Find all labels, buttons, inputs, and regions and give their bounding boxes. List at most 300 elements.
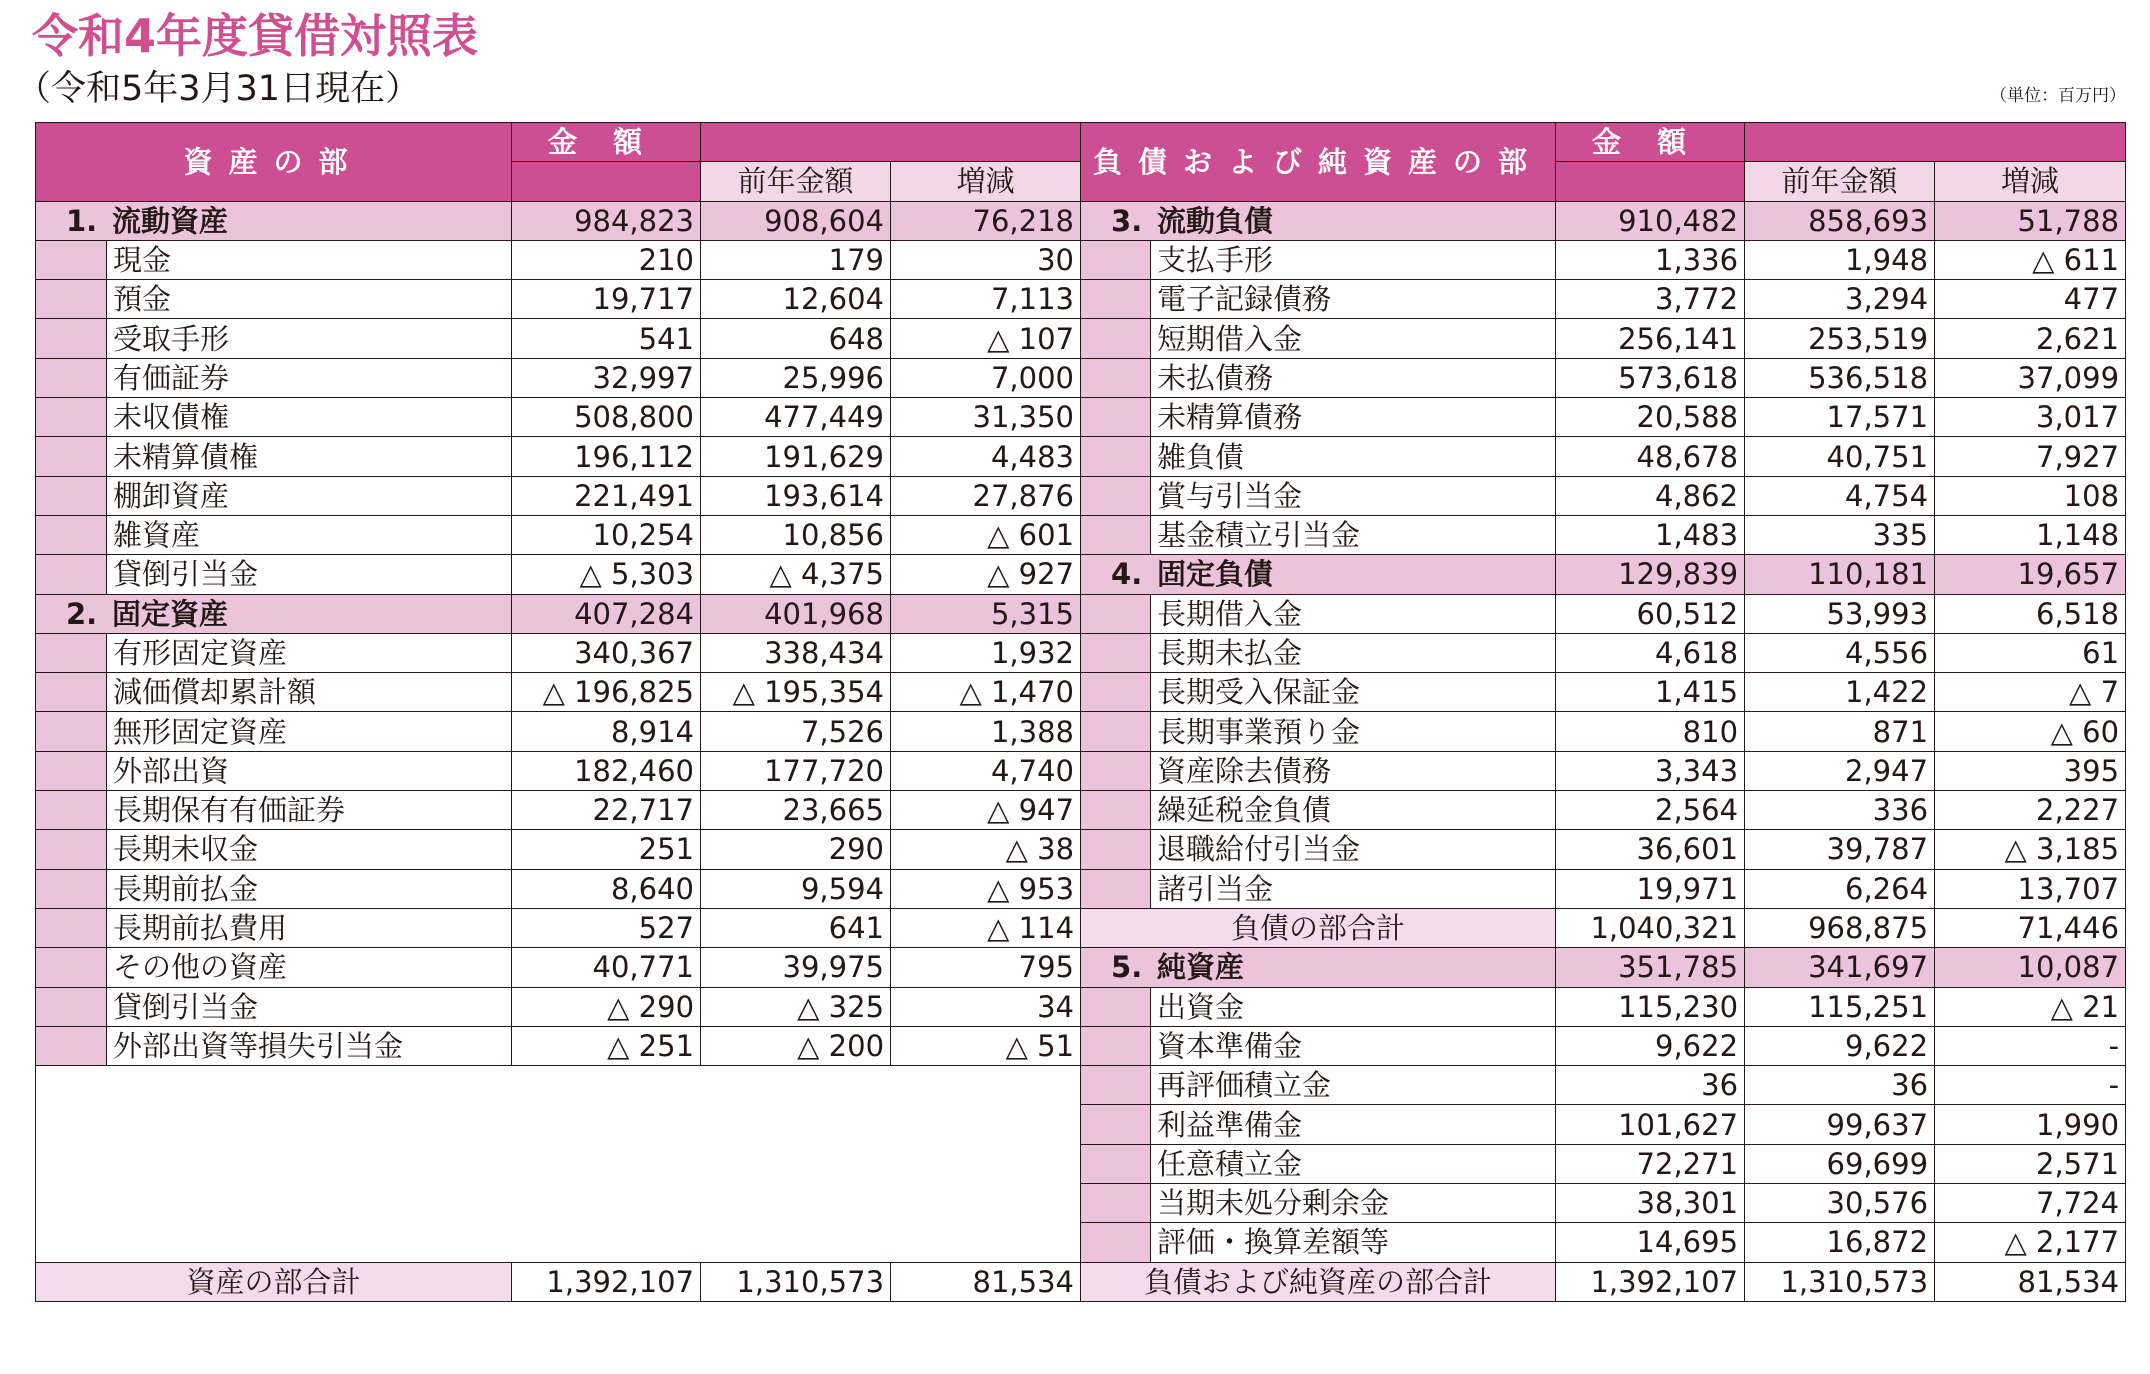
left-total-prev: 1,310,573 [701, 1262, 891, 1301]
left-item-amount: 340,367 [512, 633, 701, 672]
right-item-prev: 1,422 [1745, 673, 1935, 712]
left-item-diff: 1,932 [891, 633, 1081, 672]
right-item-prev: 9,622 [1745, 1026, 1935, 1065]
left-item-amount: 32,997 [512, 358, 701, 397]
left-item-prev: 179 [701, 240, 891, 279]
right-indent-strip [1081, 594, 1151, 633]
right-item-label: 当期未処分剰余金 [1151, 1184, 1556, 1223]
table-row [36, 1144, 2126, 1183]
right-section-diff: 10,087 [1935, 948, 2126, 987]
table-row [36, 712, 2126, 751]
right-indent-strip [1081, 1184, 1151, 1223]
table-row [36, 594, 2126, 633]
right-item-diff: △ 7 [1935, 673, 2126, 712]
right-section-label [1081, 201, 1556, 240]
left-item-label: 預金 [107, 280, 512, 319]
right-item-amount: 3,343 [1556, 751, 1745, 790]
totals-row [36, 1262, 2126, 1301]
left-item-diff: 27,876 [891, 476, 1081, 515]
right-item-diff: - [1935, 1066, 2126, 1105]
table-row [36, 948, 2126, 987]
right-indent-strip [1081, 280, 1151, 319]
right-item-amount: 101,627 [1556, 1105, 1745, 1144]
header-amount-left-lower [512, 162, 701, 201]
left-item-amount: 541 [512, 319, 701, 358]
table-row [36, 358, 2126, 397]
left-item-amount: △ 290 [512, 987, 701, 1026]
right-item-amount: 9,622 [1556, 1026, 1745, 1065]
right-indent-strip [1081, 869, 1151, 908]
left-indent-strip [36, 791, 107, 830]
right-indent-strip [1081, 515, 1151, 554]
right-item-amount: 20,588 [1556, 398, 1745, 437]
right-indent-strip [1081, 633, 1151, 672]
right-item-prev: 30,576 [1745, 1184, 1935, 1223]
right-section-prev: 341,697 [1745, 948, 1935, 987]
left-indent-strip [36, 673, 107, 712]
right-item-amount: 1,336 [1556, 240, 1745, 279]
left-item-prev: 10,856 [701, 515, 891, 554]
left-item-label: 外部出資等損失引当金 [107, 1026, 512, 1065]
left-item-diff: 7,113 [891, 280, 1081, 319]
left-item-label: 長期前払金 [107, 869, 512, 908]
table-row [36, 1184, 2126, 1223]
left-item-label: 有形固定資産 [107, 633, 512, 672]
right-indent-strip [1081, 1026, 1151, 1065]
right-item-amount: 1,415 [1556, 673, 1745, 712]
left-section-diff: 76,218 [891, 201, 1081, 240]
section-number: 1. [66, 203, 98, 238]
left-section-amount: 984,823 [512, 201, 701, 240]
table-row [36, 476, 2126, 515]
right-item-amount: 60,512 [1556, 594, 1745, 633]
left-section-prev: 908,604 [701, 201, 891, 240]
right-item-diff: - [1935, 1026, 2126, 1065]
right-item-diff: △ 60 [1935, 712, 2126, 751]
left-item-prev: 338,434 [701, 633, 891, 672]
right-item-prev: 40,751 [1745, 437, 1935, 476]
left-item-amount: 19,717 [512, 280, 701, 319]
left-item-amount: △ 251 [512, 1026, 701, 1065]
left-item-label: 無形固定資産 [107, 712, 512, 751]
left-empty-cell [36, 1066, 1081, 1105]
section-title: 純資産 [1157, 950, 1245, 985]
left-item-prev: 191,629 [701, 437, 891, 476]
right-item-prev: 17,571 [1745, 398, 1935, 437]
right-item-prev: 871 [1745, 712, 1935, 751]
left-item-diff: △ 114 [891, 908, 1081, 947]
table-row [36, 751, 2126, 790]
right-indent-strip [1081, 1144, 1151, 1183]
left-item-diff: △ 601 [891, 515, 1081, 554]
right-item-prev: 53,993 [1745, 594, 1935, 633]
left-item-prev: 25,996 [701, 358, 891, 397]
right-section-diff: 51,788 [1935, 201, 2126, 240]
right-subtotal-label: 負債の部合計 [1081, 908, 1556, 947]
left-indent-strip [36, 948, 107, 987]
left-item-label: その他の資産 [107, 948, 512, 987]
left-item-label: 長期前払費用 [107, 908, 512, 947]
right-item-amount: 4,618 [1556, 633, 1745, 672]
header-blank-left [701, 123, 1081, 162]
right-indent-strip [1081, 240, 1151, 279]
right-item-amount: 14,695 [1556, 1223, 1745, 1262]
right-section-diff: 19,657 [1935, 555, 2126, 594]
right-total-prev: 1,310,573 [1745, 1262, 1935, 1301]
right-item-diff: 2,621 [1935, 319, 2126, 358]
left-item-diff: △ 38 [891, 830, 1081, 869]
right-item-prev: 36 [1745, 1066, 1935, 1105]
left-indent-strip [36, 280, 107, 319]
right-item-label: 未払債務 [1151, 358, 1556, 397]
right-item-label: 支払手形 [1151, 240, 1556, 279]
right-item-label: 短期借入金 [1151, 319, 1556, 358]
left-total-label: 資産の部合計 [36, 1262, 512, 1301]
right-indent-strip [1081, 1066, 1151, 1105]
section-number: 3. [1111, 203, 1143, 238]
left-item-prev: 7,526 [701, 712, 891, 751]
right-item-amount: 19,971 [1556, 869, 1745, 908]
right-item-amount: 48,678 [1556, 437, 1745, 476]
left-item-label: 棚卸資産 [107, 476, 512, 515]
left-item-diff: 795 [891, 948, 1081, 987]
right-subtotal-amount: 1,040,321 [1556, 908, 1745, 947]
right-item-prev: 253,519 [1745, 319, 1935, 358]
right-item-label: 評価・換算差額等 [1151, 1223, 1556, 1262]
right-total-label: 負債および純資産の部合計 [1081, 1262, 1556, 1301]
left-item-label: 有価証券 [107, 358, 512, 397]
left-total-amount: 1,392,107 [512, 1262, 701, 1301]
right-indent-strip [1081, 476, 1151, 515]
left-item-prev: △ 195,354 [701, 673, 891, 712]
table-row [36, 1105, 2126, 1144]
right-item-label: 電子記録債務 [1151, 280, 1556, 319]
right-subtotal-prev: 968,875 [1745, 908, 1935, 947]
left-item-amount: 182,460 [512, 751, 701, 790]
right-item-label: 退職給付引当金 [1151, 830, 1556, 869]
right-item-diff: 2,227 [1935, 791, 2126, 830]
left-item-prev: 290 [701, 830, 891, 869]
left-item-prev: 23,665 [701, 791, 891, 830]
header-blank-right [1745, 123, 2126, 162]
left-indent-strip [36, 908, 107, 947]
header-diff-right: 増減 [1935, 162, 2126, 201]
right-indent-strip [1081, 673, 1151, 712]
right-indent-strip [1081, 751, 1151, 790]
section-title: 流動負債 [1157, 203, 1274, 238]
right-indent-strip [1081, 437, 1151, 476]
right-item-diff: △ 3,185 [1935, 830, 2126, 869]
left-total-diff: 81,534 [891, 1262, 1081, 1301]
left-indent-strip [36, 555, 107, 594]
right-item-label: 賞与引当金 [1151, 476, 1556, 515]
table-row [36, 791, 2126, 830]
right-item-diff: 13,707 [1935, 869, 2126, 908]
right-item-amount: 115,230 [1556, 987, 1745, 1026]
left-empty-cell [36, 1184, 1081, 1223]
table-row [36, 987, 2126, 1026]
left-item-diff: 4,483 [891, 437, 1081, 476]
left-item-diff: △ 107 [891, 319, 1081, 358]
right-item-label: 基金積立引当金 [1151, 515, 1556, 554]
left-section-amount: 407,284 [512, 594, 701, 633]
right-item-label: 再評価積立金 [1151, 1066, 1556, 1105]
left-indent-strip [36, 712, 107, 751]
left-item-amount: 508,800 [512, 398, 701, 437]
right-item-amount: 1,483 [1556, 515, 1745, 554]
left-item-prev: 477,449 [701, 398, 891, 437]
right-item-label: 雑負債 [1151, 437, 1556, 476]
table-row [36, 319, 2126, 358]
table-row [36, 280, 2126, 319]
left-item-label: 未精算債権 [107, 437, 512, 476]
header-prev-left: 前年金額 [701, 162, 891, 201]
right-item-label: 未精算債務 [1151, 398, 1556, 437]
right-item-amount: 256,141 [1556, 319, 1745, 358]
right-item-amount: 72,271 [1556, 1144, 1745, 1183]
right-item-label: 資産除去債務 [1151, 751, 1556, 790]
left-item-amount: 210 [512, 240, 701, 279]
right-item-amount: 38,301 [1556, 1184, 1745, 1223]
left-indent-strip [36, 398, 107, 437]
right-item-amount: 810 [1556, 712, 1745, 751]
left-item-diff: △ 953 [891, 869, 1081, 908]
right-item-label: 長期借入金 [1151, 594, 1556, 633]
header-amount-right-lower [1556, 162, 1745, 201]
right-item-diff: 477 [1935, 280, 2126, 319]
right-item-diff: 1,148 [1935, 515, 2126, 554]
right-item-label: 利益準備金 [1151, 1105, 1556, 1144]
table-row [36, 908, 2126, 947]
left-item-prev: 12,604 [701, 280, 891, 319]
left-section-label [36, 594, 512, 633]
right-item-amount: 573,618 [1556, 358, 1745, 397]
left-indent-strip [36, 358, 107, 397]
unit-note: （単位：百万円） [1990, 86, 2126, 106]
left-item-diff: △ 947 [891, 791, 1081, 830]
right-item-prev: 16,872 [1745, 1223, 1935, 1262]
right-item-label: 長期事業預り金 [1151, 712, 1556, 751]
right-item-prev: 335 [1745, 515, 1935, 554]
left-item-label: 雑資産 [107, 515, 512, 554]
table-row [36, 673, 2126, 712]
right-indent-strip [1081, 712, 1151, 751]
right-item-amount: 2,564 [1556, 791, 1745, 830]
left-empty-cell [36, 1144, 1081, 1183]
table-row [36, 398, 2126, 437]
left-indent-strip [36, 437, 107, 476]
right-item-diff: △ 2,177 [1935, 1223, 2126, 1262]
left-item-prev: △ 200 [701, 1026, 891, 1065]
left-item-diff: △ 51 [891, 1026, 1081, 1065]
right-item-diff: 7,927 [1935, 437, 2126, 476]
left-item-amount: 221,491 [512, 476, 701, 515]
left-item-label: 未収債権 [107, 398, 512, 437]
right-item-prev: 536,518 [1745, 358, 1935, 397]
right-item-diff: 61 [1935, 633, 2126, 672]
header-assets: 資産の部 [36, 123, 512, 202]
right-item-prev: 115,251 [1745, 987, 1935, 1026]
right-indent-strip [1081, 791, 1151, 830]
left-item-amount: 22,717 [512, 791, 701, 830]
right-item-amount: 36 [1556, 1066, 1745, 1105]
right-total-diff: 81,534 [1935, 1262, 2126, 1301]
table-row [36, 1223, 2126, 1262]
right-item-prev: 6,264 [1745, 869, 1935, 908]
right-indent-strip [1081, 987, 1151, 1026]
left-item-prev: △ 4,375 [701, 555, 891, 594]
right-section-amount: 910,482 [1556, 201, 1745, 240]
left-item-amount: 10,254 [512, 515, 701, 554]
section-number: 2. [66, 596, 98, 631]
right-indent-strip [1081, 398, 1151, 437]
left-item-amount: △ 5,303 [512, 555, 701, 594]
right-indent-strip [1081, 319, 1151, 358]
left-item-diff: 1,388 [891, 712, 1081, 751]
right-item-amount: 4,862 [1556, 476, 1745, 515]
right-item-amount: 36,601 [1556, 830, 1745, 869]
right-item-prev: 39,787 [1745, 830, 1935, 869]
right-item-label: 任意積立金 [1151, 1144, 1556, 1183]
left-item-label: 長期未収金 [107, 830, 512, 869]
left-item-prev: △ 325 [701, 987, 891, 1026]
right-item-diff: △ 611 [1935, 240, 2126, 279]
left-indent-strip [36, 633, 107, 672]
right-section-amount: 129,839 [1556, 555, 1745, 594]
left-indent-strip [36, 987, 107, 1026]
right-item-label: 長期未払金 [1151, 633, 1556, 672]
table-row [36, 555, 2126, 594]
left-item-diff: 30 [891, 240, 1081, 279]
left-item-diff: 34 [891, 987, 1081, 1026]
left-section-label [36, 201, 512, 240]
right-item-diff: 108 [1935, 476, 2126, 515]
left-item-prev: 9,594 [701, 869, 891, 908]
table-row [36, 240, 2126, 279]
left-empty-cell [36, 1105, 1081, 1144]
left-item-prev: 39,975 [701, 948, 891, 987]
right-item-prev: 3,294 [1745, 280, 1935, 319]
right-section-label [1081, 555, 1556, 594]
right-total-amount: 1,392,107 [1556, 1262, 1745, 1301]
right-item-prev: 99,637 [1745, 1105, 1935, 1144]
left-indent-strip [36, 751, 107, 790]
table-row [36, 515, 2126, 554]
right-item-diff: △ 21 [1935, 987, 2126, 1026]
right-indent-strip [1081, 830, 1151, 869]
right-indent-strip [1081, 358, 1151, 397]
left-item-prev: 193,614 [701, 476, 891, 515]
right-section-amount: 351,785 [1556, 948, 1745, 987]
left-item-label: 減価償却累計額 [107, 673, 512, 712]
left-item-label: 貸倒引当金 [107, 555, 512, 594]
left-item-prev: 648 [701, 319, 891, 358]
header-row-1 [36, 123, 2126, 162]
left-item-diff: △ 927 [891, 555, 1081, 594]
left-item-diff: 4,740 [891, 751, 1081, 790]
section-title: 固定資産 [112, 596, 229, 631]
table-row [36, 830, 2126, 869]
page-title: 令和4年度貸借対照表 [32, 9, 479, 63]
left-item-label: 長期保有有価証券 [107, 791, 512, 830]
left-indent-strip [36, 1026, 107, 1065]
right-indent-strip [1081, 1223, 1151, 1262]
right-item-diff: 3,017 [1935, 398, 2126, 437]
section-number: 5. [1111, 950, 1143, 985]
table-row [36, 437, 2126, 476]
right-item-prev: 4,556 [1745, 633, 1935, 672]
left-item-label: 受取手形 [107, 319, 512, 358]
table-row [36, 1066, 2126, 1105]
right-item-diff: 395 [1935, 751, 2126, 790]
left-item-amount: 196,112 [512, 437, 701, 476]
left-section-prev: 401,968 [701, 594, 891, 633]
header-diff-left: 増減 [891, 162, 1081, 201]
right-item-prev: 2,947 [1745, 751, 1935, 790]
left-item-label: 現金 [107, 240, 512, 279]
right-item-diff: 7,724 [1935, 1184, 2126, 1223]
table-row [36, 869, 2126, 908]
right-item-label: 出資金 [1151, 987, 1556, 1026]
right-item-diff: 1,990 [1935, 1105, 2126, 1144]
header-liabilities: 負債および純資産の部 [1081, 123, 1556, 202]
right-item-label: 繰延税金負債 [1151, 791, 1556, 830]
right-item-label: 長期受入保証金 [1151, 673, 1556, 712]
left-item-amount: 527 [512, 908, 701, 947]
right-section-prev: 858,693 [1745, 201, 1935, 240]
table-row [36, 201, 2126, 240]
right-item-amount: 3,772 [1556, 280, 1745, 319]
right-item-label: 諸引当金 [1151, 869, 1556, 908]
left-item-diff: 7,000 [891, 358, 1081, 397]
left-item-diff: △ 1,470 [891, 673, 1081, 712]
left-indent-strip [36, 515, 107, 554]
left-item-label: 貸倒引当金 [107, 987, 512, 1026]
left-indent-strip [36, 476, 107, 515]
left-item-amount: 251 [512, 830, 701, 869]
right-item-prev: 4,754 [1745, 476, 1935, 515]
right-item-label: 資本準備金 [1151, 1026, 1556, 1065]
section-title: 固定負債 [1157, 557, 1274, 592]
left-indent-strip [36, 319, 107, 358]
left-indent-strip [36, 240, 107, 279]
right-item-diff: 2,571 [1935, 1144, 2126, 1183]
header-amount-left: 金額 [512, 123, 701, 162]
right-subtotal-diff: 71,446 [1935, 908, 2126, 947]
section-number: 4. [1111, 557, 1143, 592]
right-item-prev: 1,948 [1745, 240, 1935, 279]
right-item-diff: 37,099 [1935, 358, 2126, 397]
left-indent-strip [36, 830, 107, 869]
left-item-amount: △ 196,825 [512, 673, 701, 712]
header-prev-right: 前年金額 [1745, 162, 1935, 201]
right-item-diff: 6,518 [1935, 594, 2126, 633]
left-item-prev: 641 [701, 908, 891, 947]
left-item-amount: 8,640 [512, 869, 701, 908]
left-item-amount: 40,771 [512, 948, 701, 987]
left-section-diff: 5,315 [891, 594, 1081, 633]
left-indent-strip [36, 869, 107, 908]
balance-sheet-table [35, 122, 2126, 1302]
table-row [36, 633, 2126, 672]
left-empty-cell [36, 1223, 1081, 1262]
as-of-date: （令和5年3月31日現在） [16, 69, 421, 109]
right-section-label [1081, 948, 1556, 987]
left-item-diff: 31,350 [891, 398, 1081, 437]
table-row [36, 1026, 2126, 1065]
header-amount-right: 金額 [1556, 123, 1745, 162]
left-item-prev: 177,720 [701, 751, 891, 790]
